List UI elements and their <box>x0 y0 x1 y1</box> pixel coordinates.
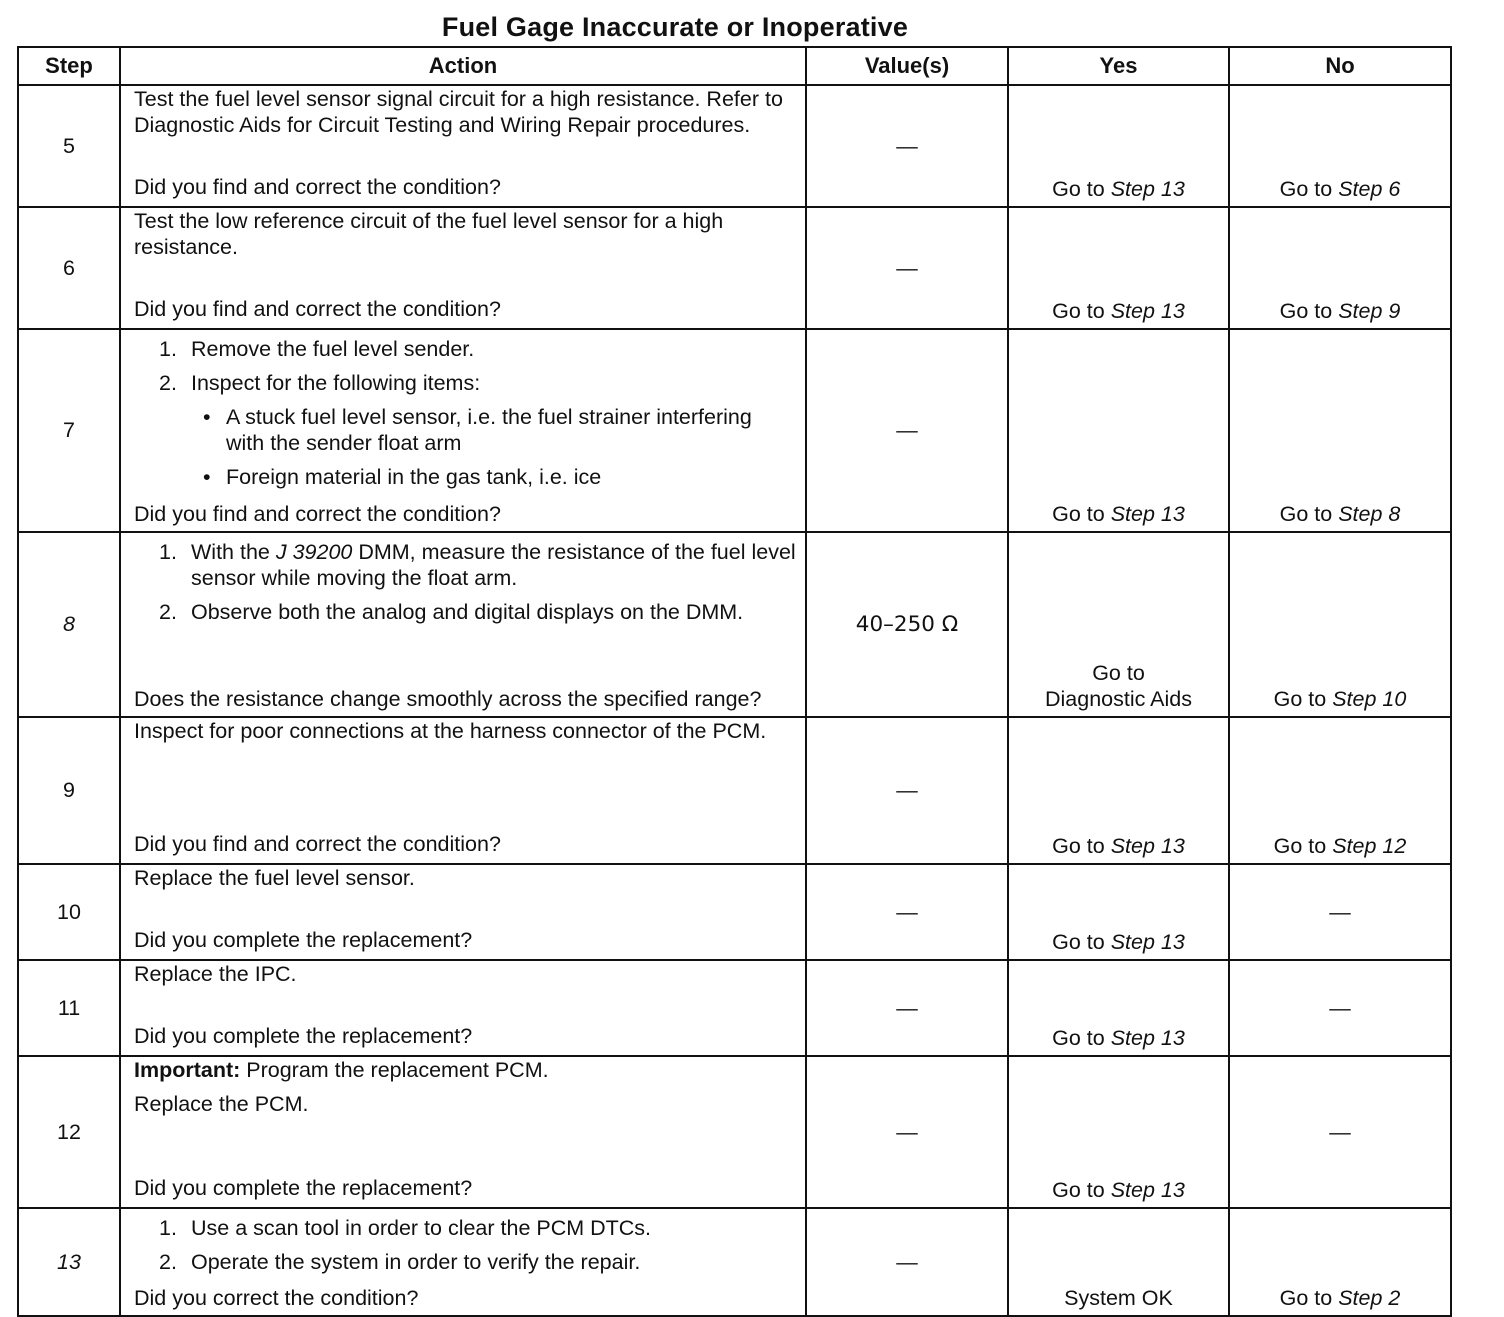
header-values: Value(s) <box>806 47 1008 85</box>
list-item <box>121 370 805 490</box>
item-number: 1. <box>159 337 177 361</box>
action-cell <box>120 207 806 329</box>
action-cell <box>120 864 806 960</box>
item-number: 1. <box>159 1216 177 1240</box>
item-text: Observe both the analog and digital displays on the DMM. <box>191 600 744 624</box>
action-question: Does the resistance change smoothly across the specified range? <box>134 687 762 711</box>
table-row-step-8 <box>18 532 1451 717</box>
important-note <box>134 1057 795 1083</box>
value-cell <box>806 532 1008 717</box>
header-action: Action <box>120 47 806 85</box>
important-label: Important: <box>134 1058 241 1082</box>
item-number: 1. <box>159 540 177 564</box>
yes-cell <box>1008 329 1229 532</box>
yes-prefix: Go to <box>1052 177 1111 201</box>
diagnostic-table <box>17 46 1452 1317</box>
table-row-step-7 <box>18 329 1451 532</box>
no-cell <box>1229 717 1451 864</box>
resistance-value: 40–250 Ω <box>855 612 959 637</box>
header-row <box>18 47 1451 85</box>
no-prefix: Go to <box>1279 502 1339 526</box>
table-row-step-5 <box>18 85 1451 207</box>
no-cell <box>1229 85 1451 207</box>
list-item <box>121 1215 805 1241</box>
no-step-ref: Step 2 <box>1338 1286 1401 1310</box>
value-cell: — <box>806 85 1008 207</box>
table-row-step-9 <box>18 717 1451 864</box>
step-number: 7 <box>18 329 120 532</box>
item-text: Remove the fuel level sender. <box>191 337 475 361</box>
yes-step-ref: Step 13 <box>1110 299 1185 323</box>
action-cell <box>120 532 806 717</box>
yes-prefix: Go to <box>1052 1178 1111 1202</box>
action-text: Test the fuel level sensor signal circuit for a high resistance. Refer to Diagnostic Aids for Circuit Testing and Wiring Repair procedures. <box>134 87 783 137</box>
action-question: Did you correct the condition? <box>134 1286 419 1310</box>
step-number: 13 <box>18 1208 120 1316</box>
no-prefix: Go to <box>1279 299 1339 323</box>
value-cell: — <box>806 329 1008 532</box>
action-question: Did you find and correct the condition? <box>134 832 501 856</box>
item-text-pre: With the <box>191 540 276 564</box>
no-cell: — <box>1229 864 1451 960</box>
action-question: Did you complete the replacement? <box>134 1024 473 1048</box>
list-item <box>121 336 805 362</box>
step-number: 9 <box>18 717 120 864</box>
yes-step-ref: Step 13 <box>1110 930 1185 954</box>
step-number: 10 <box>18 864 120 960</box>
item-text-post: DMM, measure the resistance of the fuel level sensor while moving the float arm. <box>191 540 796 590</box>
table-row-step-6 <box>18 207 1451 329</box>
bullet-item <box>191 464 805 490</box>
no-cell <box>1229 207 1451 329</box>
header-no: No <box>1229 47 1451 85</box>
numbered-steps <box>121 336 805 490</box>
yes-prefix: Go to <box>1052 502 1111 526</box>
value-cell: — <box>806 960 1008 1056</box>
yes-cell <box>1008 207 1229 329</box>
list-item <box>121 1249 805 1275</box>
yes-step-ref: Step 13 <box>1110 177 1185 201</box>
no-cell <box>1229 1208 1451 1316</box>
action-cell <box>120 329 806 532</box>
yes-step-ref: Step 13 <box>1110 1178 1185 1202</box>
yes-cell <box>1008 85 1229 207</box>
yes-line-2: Diagnostic Aids <box>1045 687 1192 711</box>
action-text: Test the low reference circuit of the fuel level sensor for a high resistance. <box>134 209 724 259</box>
action-cell <box>120 1208 806 1316</box>
yes-cell <box>1008 1056 1229 1208</box>
table-row-step-13 <box>18 1208 1451 1316</box>
no-cell: — <box>1229 960 1451 1056</box>
yes-cell: System OK <box>1008 1208 1229 1316</box>
bullet-icon: • <box>203 405 211 429</box>
yes-prefix: Go to <box>1052 1026 1111 1050</box>
item-number: 2. <box>159 600 177 624</box>
yes-step-ref: Step 13 <box>1110 834 1185 858</box>
bullet-text: Foreign material in the gas tank, i.e. ice <box>226 465 602 489</box>
step-number: 12 <box>18 1056 120 1208</box>
item-text: Inspect for the following items: <box>191 371 481 395</box>
item-number: 2. <box>159 371 177 395</box>
tool-reference: J 39200 <box>275 540 353 564</box>
bullet-item <box>191 404 805 456</box>
step-number: 5 <box>18 85 120 207</box>
yes-cell <box>1008 960 1229 1056</box>
page-title: Fuel Gage Inaccurate or Inoperative <box>441 12 909 42</box>
no-prefix: Go to <box>1273 834 1333 858</box>
header-yes: Yes <box>1008 47 1229 85</box>
bullet-icon: • <box>203 465 211 489</box>
bullet-list <box>191 404 805 490</box>
value-cell: — <box>806 864 1008 960</box>
yes-step-ref: Step 13 <box>1110 502 1185 526</box>
table-row-step-12 <box>18 1056 1451 1208</box>
action-cell <box>120 85 806 207</box>
list-item <box>121 599 805 625</box>
yes-step-ref: Step 13 <box>1110 1026 1185 1050</box>
action-question: Did you find and correct the condition? <box>134 297 501 321</box>
no-step-ref: Step 8 <box>1338 502 1401 526</box>
numbered-steps <box>121 539 805 625</box>
step-number: 8 <box>18 532 120 717</box>
yes-cell <box>1008 864 1229 960</box>
no-prefix: Go to <box>1279 1286 1339 1310</box>
value-cell: — <box>806 1056 1008 1208</box>
numbered-steps <box>121 1215 805 1275</box>
no-cell <box>1229 329 1451 532</box>
no-step-ref: Step 6 <box>1338 177 1401 201</box>
item-text: Use a scan tool in order to clear the PCM DTCs. <box>191 1216 652 1240</box>
action-question: Did you complete the replacement? <box>134 1176 473 1200</box>
yes-prefix: Go to <box>1052 930 1111 954</box>
action-question: Did you find and correct the condition? <box>134 502 501 526</box>
item-text: Operate the system in order to verify the repair. <box>191 1250 641 1274</box>
yes-line-1: Go to <box>1092 661 1145 685</box>
no-prefix: Go to <box>1273 687 1333 711</box>
value-cell: — <box>806 207 1008 329</box>
action-question: Did you find and correct the condition? <box>134 175 501 199</box>
header-step: Step <box>18 47 120 85</box>
action-cell <box>120 960 806 1056</box>
yes-prefix: Go to <box>1052 299 1111 323</box>
no-cell <box>1229 532 1451 717</box>
table-row-step-10 <box>18 864 1451 960</box>
value-cell: — <box>806 717 1008 864</box>
action-cell <box>120 717 806 864</box>
item-number: 2. <box>159 1250 177 1274</box>
no-step-ref: Step 12 <box>1332 834 1407 858</box>
yes-cell <box>1008 717 1229 864</box>
list-item <box>121 539 805 591</box>
value-cell: — <box>806 1208 1008 1316</box>
important-text: Program the replacement PCM. <box>240 1058 549 1082</box>
step-number: 11 <box>18 960 120 1056</box>
yes-cell <box>1008 532 1229 717</box>
action-text: Replace the IPC. <box>134 962 297 986</box>
action-cell <box>120 1056 806 1208</box>
no-prefix: Go to <box>1279 177 1339 201</box>
no-step-ref: Step 10 <box>1332 687 1407 711</box>
no-step-ref: Step 9 <box>1338 299 1401 323</box>
yes-prefix: Go to <box>1052 834 1111 858</box>
table-row-step-11 <box>18 960 1451 1056</box>
bullet-text: A stuck fuel level sensor, i.e. the fuel strainer interfering with the sender float arm <box>226 405 752 455</box>
action-text: Replace the fuel level sensor. <box>134 866 415 890</box>
action-text: Inspect for poor connections at the harness connector of the PCM. <box>134 719 767 743</box>
action-question: Did you complete the replacement? <box>134 928 473 952</box>
action-text: Replace the PCM. <box>134 1092 309 1116</box>
no-cell: — <box>1229 1056 1451 1208</box>
step-number: 6 <box>18 207 120 329</box>
